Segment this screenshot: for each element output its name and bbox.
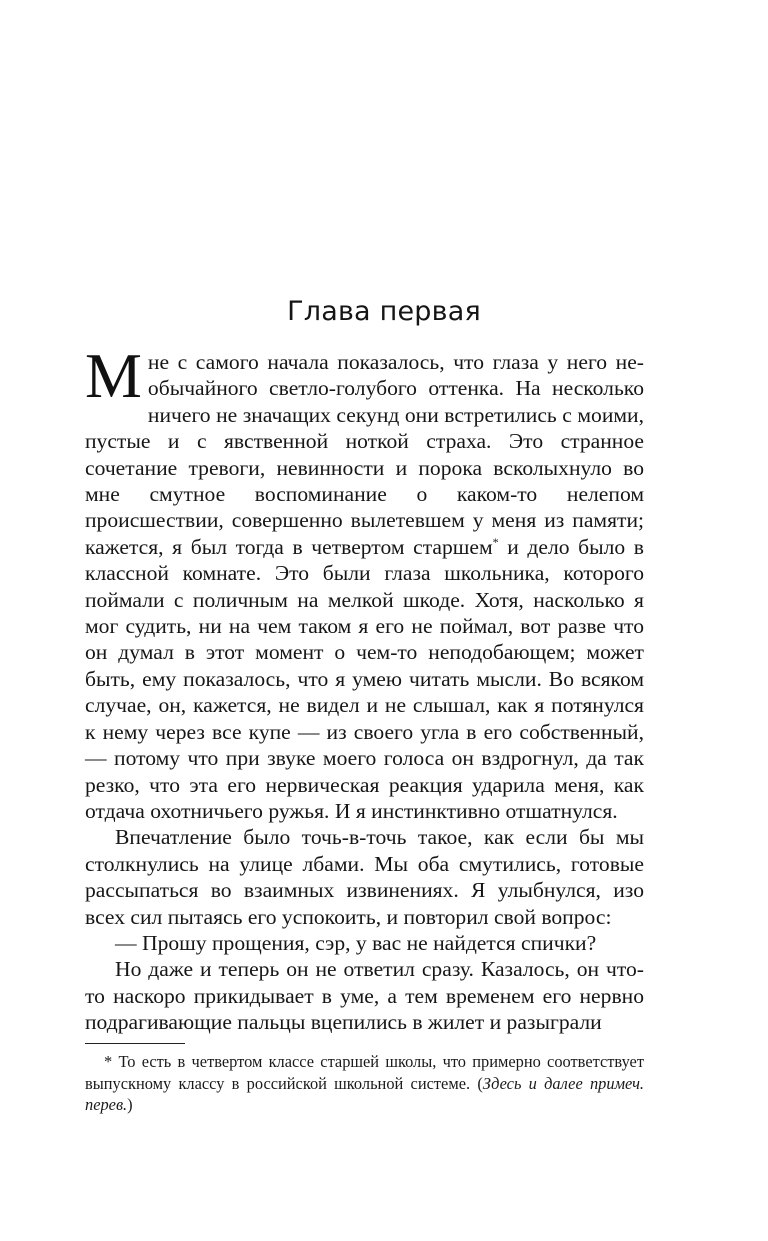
footnote-body: * То есть в четвертом классе старшей школы, что примерно соответствует выпускному классу в российской школьной системе. xyxy=(85,1052,644,1093)
paragraph-4: Но даже и теперь он не ответил сразу. Казалось, он что-то наскоро прикидывает в уме, а тем временем его нервно подрагивающие пальцы вцепились в жилет и разыграли xyxy=(85,957,644,1035)
chapter-title: Глава первая xyxy=(287,296,481,327)
footnote-text xyxy=(85,1051,644,1116)
dialogue-line: — Прошу прощения, сэр, у вас не найдется спички? xyxy=(115,930,597,955)
paragraph-1 xyxy=(85,340,645,824)
footnote xyxy=(85,1051,644,1116)
footnote-paren-open: ( xyxy=(470,1073,483,1093)
paragraph-1-tail: и дело было в классной комнате. Это были глаза школьника, которого поймали с поличным на мелкой шкоде. Хотя, насколько я мог судить, ни на чем таком я его не поймал, вот разве что он думал в этот момент о чем-то неподобающем; может быть, ему показалось, что я умею читать мысли. Во всяком случае, он, кажется, не видел и не слышал, как я потянулся к нему через все купе — из своего угла в его собственный, — потому что при звуке моего голоса он вздрогнул, да так резко, что эта его нервическая реакция ударила меня, как отдача охотничьего ружья. И я инстинктивно отшатнулся. xyxy=(85,534,645,823)
footnote-divider xyxy=(85,1043,185,1044)
footnote-translator-note: Здесь и далее примеч. перев. xyxy=(85,1073,645,1115)
footnote-marker: * xyxy=(492,534,499,549)
paragraph-1-text: не с самого начала показалось, что глаза у него необычайного светло-голубого оттенка. На несколько ничего не значащих секунд они встретились с моими, пустые и с явственной ноткой страха. Это странное сочетание тревоги, невинности и порока всколыхнуло во мне смутное воспоминание о каком-то нелепом происшествии, совершенно вылетевшем у меня из памяти; кажется, я был тогда в четвертом старшем xyxy=(85,350,644,559)
paragraph-2: Впечатление было точь-в-точь такое, как если бы мы столкнулись на улице лбами. Мы оба смутились, готовые рассыпаться во взаимных извинениях. Я улыбнулся, изо всех сил пытаясь его успокоить, и повторил свой вопрос: xyxy=(85,825,644,929)
drop-cap: М xyxy=(85,340,142,411)
footnote-paren-close: ) xyxy=(127,1095,133,1115)
body-text xyxy=(85,340,645,1036)
